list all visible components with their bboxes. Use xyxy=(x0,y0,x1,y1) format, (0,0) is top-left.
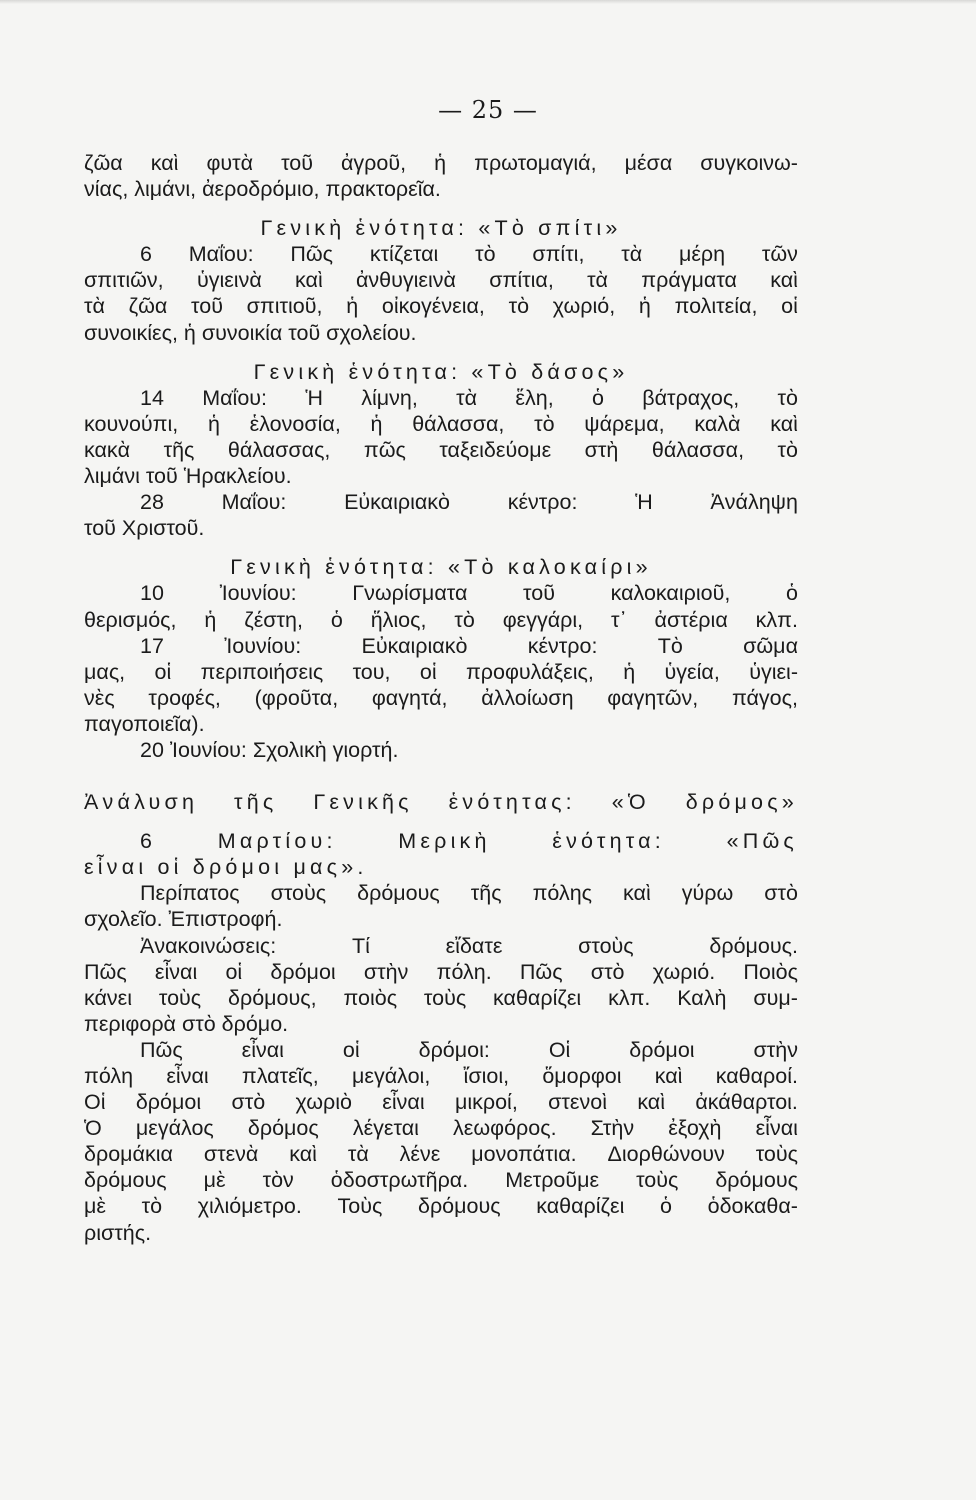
word: δρόμους xyxy=(84,1168,167,1193)
word: ἑνότητα: xyxy=(552,829,665,854)
word: τοῦ xyxy=(523,581,555,606)
word: οἰκογένεια, xyxy=(381,294,485,319)
text-line: περιφορὰ στὸ δρόμο. xyxy=(84,1011,289,1036)
word: τὰ xyxy=(587,268,608,293)
word: δρόμους xyxy=(715,1168,798,1193)
word: ἀγροῦ, xyxy=(341,151,407,175)
word: κλπ. xyxy=(608,985,651,1010)
word: ποιὸς xyxy=(343,985,398,1010)
word: Πῶς xyxy=(290,242,334,267)
word: Ἀνάληψη xyxy=(710,490,798,515)
word: στὸ xyxy=(231,1090,266,1115)
word: χωριὸ xyxy=(295,1090,352,1115)
word: ζῶα xyxy=(84,151,123,175)
text-line: Γενικὴ ἑνότητα: «Τὸ σπίτι» xyxy=(260,216,622,241)
word: Γνωρίσματα xyxy=(352,581,468,606)
text-line: σχολεῖο. Ἐπιστροφή. xyxy=(84,907,283,932)
word: τοὺς xyxy=(755,1142,798,1167)
word: καλὰ xyxy=(694,411,741,436)
word: στὴν xyxy=(753,1037,798,1062)
word: περιποιήσεις xyxy=(200,659,324,684)
word: καὶ xyxy=(770,411,798,436)
word: Ἡ xyxy=(635,490,653,515)
text-line xyxy=(84,959,798,985)
word: ζέστη, xyxy=(244,607,303,632)
word: τὸ xyxy=(777,385,798,410)
word: εἶναι xyxy=(166,1064,209,1088)
word: Τί xyxy=(351,933,370,958)
word: κουνούπι, xyxy=(84,411,179,436)
word: τὰ xyxy=(84,294,105,319)
line-gap xyxy=(84,815,798,828)
body-text xyxy=(84,150,798,1246)
word: Ἀνακοινώσεις: xyxy=(140,933,277,958)
text-line xyxy=(84,659,798,685)
word: μέσα xyxy=(624,151,673,175)
word: νὲς xyxy=(84,685,115,710)
word: ἥλιος, xyxy=(370,607,427,632)
word: μέρη xyxy=(678,242,726,267)
word: ταξειδεύομε xyxy=(439,437,552,462)
word: σπιτιοῦ, xyxy=(246,294,323,319)
word: ἡ xyxy=(370,411,383,436)
word: ἡ xyxy=(207,411,220,436)
word: ἡ xyxy=(434,151,447,175)
word: ἡ xyxy=(638,294,651,319)
word: τὸ xyxy=(508,294,530,319)
word: καὶ xyxy=(637,1090,666,1115)
word: 10 xyxy=(140,581,164,606)
word: Στὴν xyxy=(590,1116,635,1141)
word: πόλης xyxy=(532,881,593,906)
page-top-edge xyxy=(0,0,976,4)
word: εἴδατε xyxy=(445,933,503,958)
word: ὁδοστρωτῆρα. xyxy=(330,1168,469,1193)
text-line xyxy=(84,789,798,815)
word: δρόμοι: xyxy=(418,1037,490,1062)
word: δρόμος xyxy=(247,1116,319,1141)
word: τῆς xyxy=(470,881,502,906)
word: Μερικὴ xyxy=(398,829,491,854)
word: ὁ xyxy=(591,385,604,410)
text-line: λιμάνι τοῦ Ἡρακλείου. xyxy=(84,464,292,489)
word: Πῶς xyxy=(519,959,563,984)
word: ὑγιεινὰ xyxy=(196,268,262,293)
word: Οἱ xyxy=(548,1037,571,1062)
text-line xyxy=(84,1063,798,1089)
word: θάλασσα, xyxy=(651,437,745,462)
word: Περίπατος xyxy=(140,881,240,906)
word: μονοπάτια. xyxy=(471,1142,577,1167)
word: ὁ xyxy=(330,607,343,632)
word: Ἰουνίου: xyxy=(219,581,297,606)
word: οἱ xyxy=(154,659,172,684)
word: μας, xyxy=(84,659,126,684)
word: λίμνη, xyxy=(361,385,418,410)
word: καὶ xyxy=(654,1064,683,1088)
word: βάτραχος, xyxy=(642,385,740,410)
word: φαγητῶν, xyxy=(607,685,699,710)
word: καθαρίζει xyxy=(536,1194,625,1219)
word: τῆς xyxy=(234,790,278,815)
word: τοὺς xyxy=(636,1168,679,1193)
word: πῶς xyxy=(363,437,406,462)
word: Οἱ xyxy=(84,1090,106,1115)
word: ὅμορφοι xyxy=(542,1064,622,1088)
word: κτίζεται xyxy=(369,242,439,267)
word: οἱ xyxy=(225,959,243,984)
word: τὰ xyxy=(347,1142,369,1167)
word: δρόμοι xyxy=(135,1090,202,1115)
word: μικροί, xyxy=(454,1090,518,1115)
word: καὶ xyxy=(150,151,179,175)
word: 28 xyxy=(140,490,164,515)
word: ἡ xyxy=(204,607,217,632)
word: μεγάλος xyxy=(135,1116,214,1141)
text-line: ριστής. xyxy=(84,1220,152,1245)
text-line xyxy=(84,828,798,854)
text-line xyxy=(84,1037,798,1063)
word: συγκοινω- xyxy=(700,151,798,175)
word: πάγος, xyxy=(731,685,798,710)
word: τοῦ xyxy=(191,294,223,319)
word: πρωτομαγιά, xyxy=(474,151,597,175)
word: Μαΐου: xyxy=(188,242,254,267)
word: οἱ xyxy=(342,1037,360,1062)
text-line: νίας, λιμάνι, ἀεροδρόμιο, πρακτορεῖα. xyxy=(84,177,441,202)
text-line xyxy=(84,1089,798,1115)
text-line xyxy=(84,411,798,437)
word: σπίτια, xyxy=(489,268,554,293)
text-line xyxy=(84,385,798,411)
word: τοὺς xyxy=(423,985,467,1010)
word: κάνει xyxy=(84,985,133,1010)
word: θάλασσας, xyxy=(227,437,331,462)
text-line xyxy=(84,489,798,515)
word: καθαροί. xyxy=(715,1064,798,1088)
text-line xyxy=(84,1115,798,1141)
word: εἶναι xyxy=(382,1090,425,1115)
text-line xyxy=(84,933,798,959)
word: καὶ xyxy=(770,268,798,293)
word: γύρω xyxy=(681,881,734,906)
word: ὁ xyxy=(660,1194,672,1219)
word: Μαρτίου: xyxy=(217,829,337,854)
word: φυτὰ xyxy=(206,151,254,175)
word: τὸ xyxy=(475,242,496,267)
word: πολιτεία, xyxy=(674,294,758,319)
word: Μετροῦμε xyxy=(505,1168,600,1193)
word: Διορθώνουν xyxy=(607,1142,725,1167)
word: τ᾽ xyxy=(611,607,627,632)
word: τῶν xyxy=(761,242,798,267)
word: ἑνότητας: xyxy=(448,790,576,815)
word: λεωφόρος. xyxy=(453,1116,557,1141)
word: εἶναι xyxy=(154,959,198,984)
word: σπιτιῶν, xyxy=(84,268,164,293)
word: δρόμους xyxy=(417,1194,501,1219)
line-gap xyxy=(84,763,798,789)
word: ὑγεία, xyxy=(664,659,720,684)
word: τοὺς xyxy=(158,985,202,1010)
word: κλπ. xyxy=(755,607,798,632)
word: ἡ xyxy=(623,659,636,684)
word: λέγεται xyxy=(352,1116,419,1141)
word: συμ- xyxy=(753,985,798,1010)
word: ἐξοχὴ xyxy=(668,1116,722,1141)
text-line xyxy=(84,607,798,633)
word: ὁ xyxy=(786,581,798,606)
word: Καλὴ xyxy=(677,985,727,1010)
word: 17 xyxy=(140,633,164,658)
word: ἴσιοι, xyxy=(463,1064,510,1088)
word: τὸ xyxy=(777,437,798,462)
word: εἶναι xyxy=(241,1037,284,1062)
word: Τοὺς xyxy=(337,1194,383,1219)
text-line: Γενικὴ ἑνότητα: «Τὸ δάσος» xyxy=(253,359,629,384)
word: τὰ xyxy=(621,242,643,267)
word: σῶμα xyxy=(743,633,798,658)
word: τὸ xyxy=(534,411,555,436)
word: Ὁ xyxy=(84,1116,102,1141)
word: δρόμους xyxy=(357,881,440,906)
word: κέντρο: xyxy=(507,490,578,515)
word: τὰ xyxy=(456,385,478,410)
word: ἀνθυγιεινὰ xyxy=(356,268,456,293)
word: Ἀνάλυση xyxy=(84,790,199,815)
word: 6 xyxy=(140,829,157,854)
word: φαγητά, xyxy=(371,685,448,710)
word: καθαρίζει xyxy=(493,985,582,1010)
word: μὲ xyxy=(84,1194,106,1219)
word: τροφές, xyxy=(148,685,221,710)
text-line xyxy=(84,241,798,267)
word: στὴ xyxy=(584,437,619,462)
text-line: 20 Ἰουνίου: Σχολικὴ γιορτή. xyxy=(140,737,399,762)
word: δρόμοι xyxy=(270,959,336,984)
word: ἀστέρια xyxy=(654,607,728,632)
word: Πῶς xyxy=(84,959,127,984)
text-line xyxy=(84,437,798,463)
word: καὶ xyxy=(623,881,651,906)
word: στὴν xyxy=(363,959,409,984)
text-line xyxy=(84,985,798,1011)
word: δρομάκια xyxy=(84,1142,173,1167)
word: ἀλλοίωση xyxy=(481,685,574,710)
word: μὲ xyxy=(203,1168,226,1193)
word: κέντρο: xyxy=(527,633,598,658)
text-line xyxy=(84,1167,798,1193)
word: πόλη. xyxy=(436,959,492,984)
word: μεγάλοι, xyxy=(352,1064,431,1088)
word: 14 xyxy=(140,385,164,410)
word: εἶναι xyxy=(755,1116,798,1141)
line-gap xyxy=(84,541,798,554)
word: ἑλονοσία, xyxy=(249,411,341,436)
word: Εὐκαιριακὸ xyxy=(344,490,451,515)
text-line: συνοικίες, ἡ συνοικία τοῦ σχολείου. xyxy=(84,320,417,345)
word: προφυλάξεις, xyxy=(465,659,594,684)
word: «Πῶς xyxy=(726,829,798,854)
word: στοὺς xyxy=(270,881,327,906)
text-line xyxy=(84,880,798,906)
word: τὸ xyxy=(454,607,475,632)
word: «Ὁ xyxy=(611,790,650,815)
word: δρόμοι xyxy=(629,1037,695,1062)
word: στὸ xyxy=(590,959,625,984)
word: τὸ xyxy=(141,1194,163,1219)
word: ὁδοκαθα- xyxy=(707,1194,798,1219)
text-line xyxy=(84,685,798,711)
text-line xyxy=(84,633,798,659)
word: Τὸ xyxy=(657,633,683,658)
word: φεγγάρι, xyxy=(502,607,584,632)
word: τῆς xyxy=(163,437,195,462)
word: ἡ xyxy=(346,294,359,319)
word: Γενικῆς xyxy=(313,790,413,815)
word: οἱ xyxy=(419,659,437,684)
word: χιλιόμετρο. xyxy=(197,1194,302,1219)
word: τοῦ xyxy=(281,151,313,175)
word: ἀκάθαρτοι. xyxy=(695,1090,798,1115)
text-line xyxy=(84,1193,798,1219)
text-line xyxy=(84,267,798,293)
word: Μαΐου: xyxy=(221,490,287,515)
word: σπίτι, xyxy=(532,242,585,267)
text-line: εἶναι οἱ δρόμοι μας». xyxy=(84,855,368,880)
word: καὶ xyxy=(289,1142,317,1167)
word: θάλασσα, xyxy=(412,411,505,436)
word: πλατεῖς, xyxy=(241,1064,319,1088)
word: χωριό. xyxy=(652,959,716,984)
word: χωριό, xyxy=(552,294,616,319)
word: Ἡ xyxy=(305,385,323,410)
word: ὑγιει- xyxy=(749,659,798,684)
text-line xyxy=(84,150,798,176)
word: δρόμος» xyxy=(685,790,798,815)
text-line: παγοποιεῖα). xyxy=(84,711,205,736)
word: Μαΐου: xyxy=(202,385,268,410)
text-line xyxy=(84,293,798,319)
word: καλοκαιριοῦ, xyxy=(610,581,731,606)
word: δρόμους, xyxy=(228,985,317,1010)
word: ψάρεμα, xyxy=(584,411,665,436)
text-line: Γενικὴ ἑνότητα: «Τὸ καλοκαίρι» xyxy=(230,555,652,580)
line-gap xyxy=(84,346,798,359)
word: τὸν xyxy=(262,1168,294,1193)
word: Εὐκαιριακὸ xyxy=(361,633,468,658)
text-line xyxy=(84,1141,798,1167)
word: στενὰ xyxy=(203,1142,259,1167)
word: πράγματα xyxy=(641,268,737,293)
word: θερισμός, xyxy=(84,607,177,632)
text-line xyxy=(84,580,798,606)
word: λένε xyxy=(399,1142,441,1167)
word: στὸ xyxy=(764,881,798,906)
word: Πῶς xyxy=(140,1037,183,1062)
page-number: — 25 — xyxy=(438,96,538,124)
word: ἕλη, xyxy=(515,385,554,410)
word: 6 xyxy=(140,242,152,267)
word: Ποιὸς xyxy=(743,959,798,984)
word: δρόμους. xyxy=(709,933,798,958)
word: οἱ xyxy=(781,294,798,319)
text-line: τοῦ Χριστοῦ. xyxy=(84,516,205,541)
word: πόλη xyxy=(84,1064,134,1088)
line-gap xyxy=(84,202,798,215)
word: του, xyxy=(352,659,391,684)
word: στοὺς xyxy=(578,933,634,958)
word: καὶ xyxy=(295,268,323,293)
word: στενοὶ xyxy=(548,1090,607,1115)
word: (φροῦτα, xyxy=(254,685,339,710)
word: κακὰ xyxy=(84,437,131,462)
word: ζῶα xyxy=(128,294,168,319)
word: Ἰουνίου: xyxy=(224,633,302,658)
